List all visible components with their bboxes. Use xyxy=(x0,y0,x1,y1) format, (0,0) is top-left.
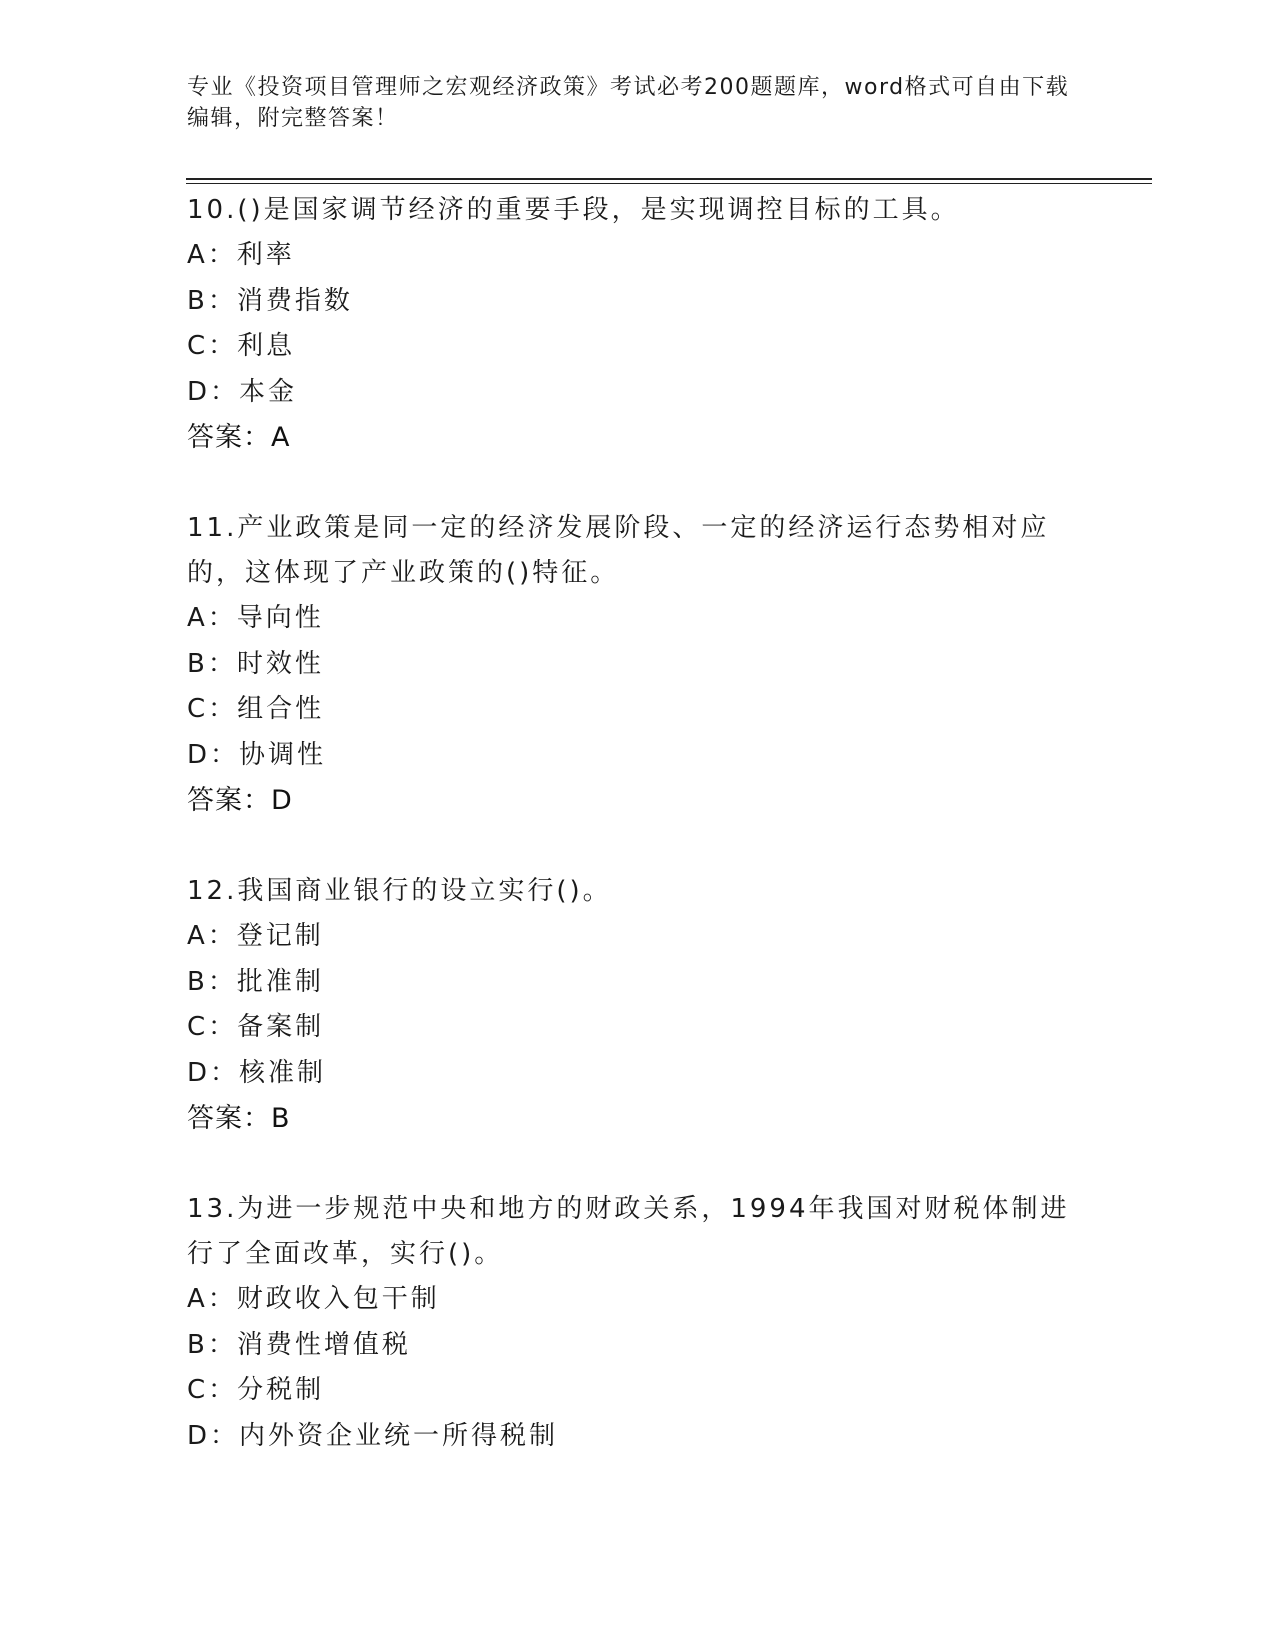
question-spacer xyxy=(187,460,1087,506)
option-d: D：核准制 xyxy=(187,1057,327,1088)
option-d: D：本金 xyxy=(187,376,298,407)
question-stem: 12.我国商业银行的设立实行()。 xyxy=(187,876,612,906)
question-10 xyxy=(187,188,1087,460)
question-12 xyxy=(187,869,1087,1141)
question-13 xyxy=(187,1187,1087,1459)
option-c: C：组合性 xyxy=(187,694,325,724)
option-a: A：利率 xyxy=(187,240,295,270)
question-stem: 10.()是国家调节经济的重要手段，是实现调控目标的工具。 xyxy=(187,195,960,225)
option-d: D：协调性 xyxy=(187,739,327,770)
answer-line: 答案：A xyxy=(187,422,291,453)
question-11 xyxy=(187,506,1087,823)
answer-line: 答案：B xyxy=(187,1103,291,1134)
option-c: C：利息 xyxy=(187,331,296,361)
header-divider-bottom xyxy=(186,183,1152,184)
question-stem: 11.产业政策是同一定的经济发展阶段、一定的经济运行态势相对应的，这体现了产业政策的()特征。 xyxy=(187,513,1050,588)
option-c: C：分税制 xyxy=(187,1375,325,1405)
header-divider-top xyxy=(186,178,1152,180)
option-a: A：登记制 xyxy=(187,921,324,951)
answer-line: 答案：D xyxy=(187,785,293,816)
option-a: A：财政收入包干制 xyxy=(187,1284,440,1314)
option-b: B：时效性 xyxy=(187,648,324,679)
question-list xyxy=(187,188,1087,1459)
question-spacer xyxy=(187,823,1087,869)
option-b: B：消费指数 xyxy=(187,285,353,316)
option-a: A：导向性 xyxy=(187,603,324,633)
document-header: 专业《投资项目管理师之宏观经济政策》考试必考200题题库，word格式可自由下载编辑，附完整答案！ xyxy=(187,75,1070,131)
option-d: D：内外资企业统一所得税制 xyxy=(187,1420,559,1451)
question-stem: 13.为进一步规范中央和地方的财政关系，1994年我国对财税体制进行了全面改革，实行()。 xyxy=(187,1194,1070,1269)
option-c: C：备案制 xyxy=(187,1012,325,1042)
option-b: B：批准制 xyxy=(187,966,324,997)
question-spacer xyxy=(187,1141,1087,1187)
option-b: B：消费性增值税 xyxy=(187,1329,411,1360)
